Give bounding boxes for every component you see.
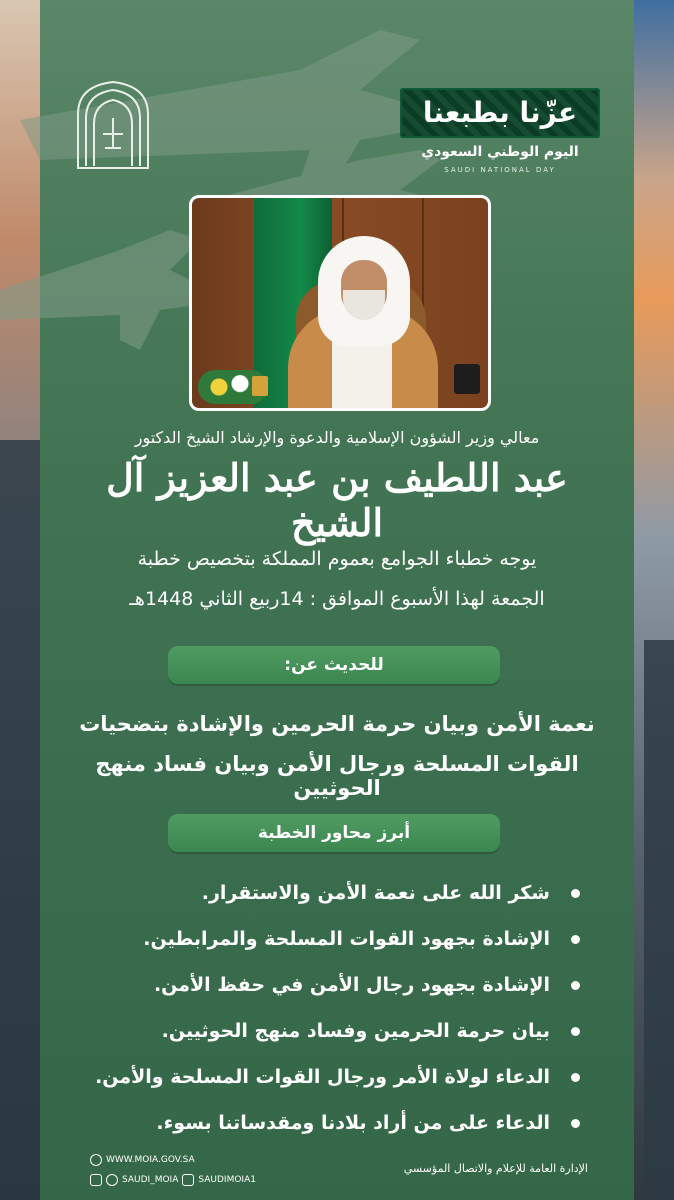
ministry-emblem-icon	[72, 78, 154, 170]
topic-line-1: نعمة الأمن وبيان حرمة الحرمين والإشادة بتضحيات	[79, 712, 595, 736]
bullet-icon	[571, 981, 580, 990]
tower-silhouette	[644, 640, 674, 1200]
website-link[interactable]: WWW.MOIA.GOV.SA	[106, 1155, 195, 1165]
snapchat-icon	[106, 1174, 118, 1186]
minister-name: عبد اللطيف بن عبد العزيز آل الشيخ	[106, 455, 568, 545]
topic-line-2: القوات المسلحة ورجال الأمن وبيان فساد منهج الحوثيين	[95, 752, 579, 800]
globe-icon	[90, 1154, 102, 1166]
list-item: بيان حرمة الحرمين وفساد منهج الحوثيين.	[80, 1014, 580, 1060]
instagram-icon	[182, 1174, 194, 1186]
minister-photo	[189, 195, 491, 411]
list-item: شكر الله على نعمة الأمن والاستقرار.	[80, 876, 580, 922]
social-handle-1[interactable]: SAUDI_MOIA	[122, 1175, 179, 1185]
bullet-icon	[571, 889, 580, 898]
x-icon	[90, 1174, 102, 1186]
department-name: الإدارة العامة للإعلام والاتصال المؤسسي	[403, 1162, 588, 1175]
footer-website-row	[90, 1150, 256, 1170]
badge-national-day-ar: اليوم الوطني السعودي	[421, 144, 579, 160]
list-item: الإشادة بجهود القوات المسلحة والمرابطين.	[80, 922, 580, 968]
points-heading: أبرز محاور الخطبة	[168, 814, 500, 852]
tower-silhouette	[0, 440, 40, 1200]
footer-social-row	[90, 1170, 256, 1190]
intro-line-1: يوجه خطباء الجوامع بعموم المملكة بتخصيص خطبة	[137, 548, 537, 570]
badge-national-day-en: SAUDI NATIONAL DAY	[444, 166, 556, 174]
badge-slogan: عزّنا بطبعنا	[400, 88, 600, 138]
list-item: الإشادة بجهود رجال الأمن في حفظ الأمن.	[80, 968, 580, 1014]
list-item: الدعاء على من أراد بلادنا ومقدساتنا بسوء.	[80, 1106, 580, 1152]
bullet-icon	[571, 1027, 580, 1036]
social-handle-2[interactable]: SAUDIMOIA1	[198, 1175, 256, 1185]
minister-title: معالي وزير الشؤون الإسلامية والدعوة والإرشاد الشيخ الدكتور	[134, 428, 540, 447]
list-item: الدعاء لولاة الأمر ورجال القوات المسلحة والأمن.	[80, 1060, 580, 1106]
bullet-icon	[571, 935, 580, 944]
topic-heading: للحديث عن:	[168, 646, 500, 684]
sermon-points-list	[80, 876, 580, 1152]
bullet-icon	[571, 1119, 580, 1128]
intro-line-2: الجمعة لهذا الأسبوع الموافق : 14ربيع الثاني 1448هـ	[129, 588, 545, 610]
bullet-icon	[571, 1073, 580, 1082]
footer-contacts	[90, 1150, 256, 1190]
national-day-badge	[400, 88, 600, 178]
